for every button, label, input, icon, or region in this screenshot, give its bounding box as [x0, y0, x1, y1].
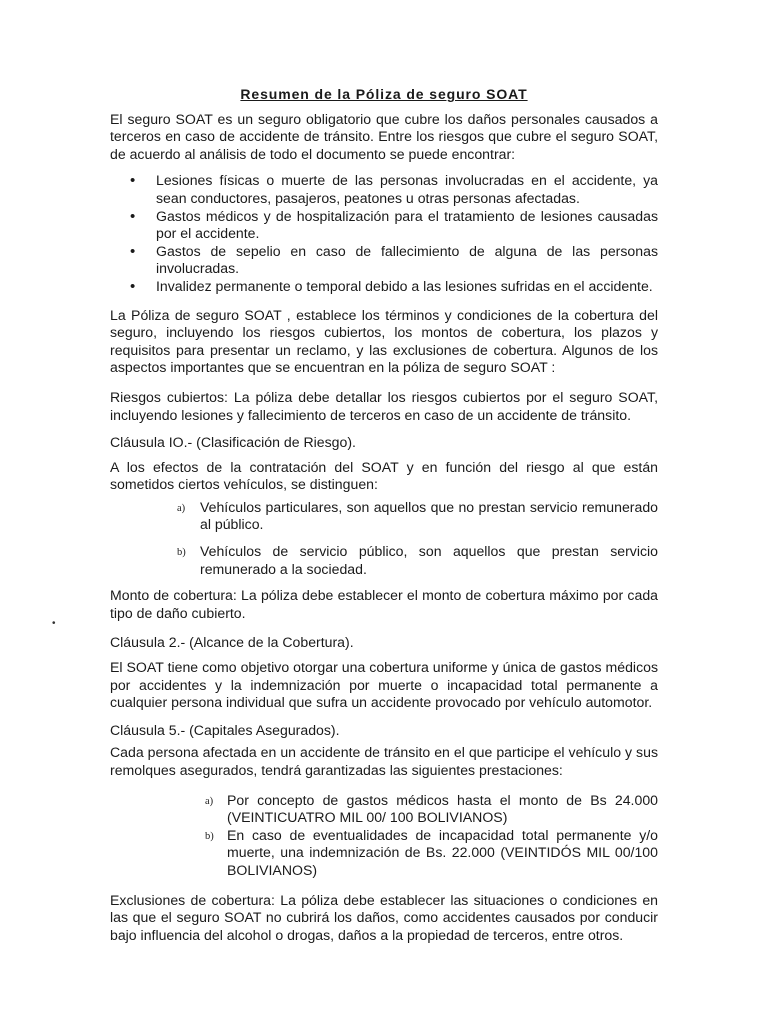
list-item-text: Gastos de sepelio en caso de fallecimiento de alguna de las personas involucradas. — [156, 242, 658, 277]
bullet-icon: • — [130, 277, 136, 295]
list-item-text: Vehículos particulares, son aquellos que no prestan servicio remunerado al público. — [200, 498, 658, 533]
list-item — [110, 278, 658, 296]
clause-1-text: A los efectos de la contratación del SOAT y en función del riesgo al que están sometidos ciertos vehículos, se distinguen: — [110, 458, 658, 493]
bullet-icon: • — [130, 242, 136, 260]
list-marker: a) — [205, 795, 214, 807]
list-item-text: Por concepto de gastos médicos hasta el monto de Bs 24.000 (VEINTICUATRO MIL 00/ 100 BOLIVIANOS) — [227, 791, 658, 826]
document-page — [110, 86, 658, 944]
list-marker: a) — [177, 502, 186, 514]
clause-5-heading: Cláusula 5.- (Capitales Asegurados). — [110, 721, 340, 738]
covered-risks-paragraph: Riesgos cubiertos: La póliza debe detallar los riesgos cubiertos por el seguro SOAT, incluyendo lesiones y fallecimiento de terceros en caso de un accidente de tránsito. — [110, 388, 658, 423]
clause-2-heading: Cláusula 2.- (Alcance de la Cobertura). — [110, 634, 354, 651]
bullet-icon: • — [130, 172, 136, 190]
clause-1-heading: Cláusula IO.- (Clasificación de Riesgo). — [110, 434, 356, 451]
intro-paragraph: El seguro SOAT es un seguro obligatorio que cubre los daños personales causados a terceros en caso de accidente de tránsito. Entre los riesgos que cubre el seguro SOAT, de acuerdo al análisis de todo el documento se puede encontrar: — [110, 110, 658, 162]
list-marker: b) — [205, 830, 214, 842]
clause-2-text: El SOAT tiene como objetivo otorgar una cobertura uniforme y única de gastos médicos por accidentes y la indemnización por muerte o incapacidad total permanente a cualquier persona individual que sufra un accidente provocado por vehículo automotor. — [110, 659, 658, 711]
insured-benefits-list — [110, 792, 658, 880]
list-item — [110, 172, 658, 207]
covered-risks-list — [110, 172, 658, 295]
policy-paragraph: La Póliza de seguro SOAT , establece los términos y condiciones de la cobertura del seguro, incluyendo los riesgos cubiertos, los montos de cobertura, los plazos y requisitos para presentar un reclamo, y las exclusiones de cobertura. Algunos de los aspectos importantes que se encuentran en la póliza de seguro SOAT : — [110, 306, 658, 376]
list-item — [110, 208, 658, 243]
list-item — [110, 243, 658, 278]
list-marker: b) — [177, 547, 186, 559]
coverage-amount-paragraph: Monto de cobertura: La póliza debe establecer el monto de cobertura máximo por cada tipo de daño cubierto. — [110, 587, 658, 621]
vehicle-class-list — [110, 499, 658, 578]
list-item-text: Vehículos de servicio público, son aquellos que prestan servicio remunerado a la sociedad. — [200, 543, 658, 577]
list-item-text: Gastos médicos y de hospitalización para el tratamiento de lesiones causadas por el accidente. — [156, 207, 658, 242]
list-item-text: En caso de eventualidades de incapacidad total permanente y/o muerte, una indemnización de Bs. 22.000 (VEINTIDÓS MIL 00/100 BOLIVIANOS) — [227, 826, 658, 878]
list-item — [110, 827, 658, 880]
list-item-text: Lesiones físicas o muerte de las personas involucradas en el accidente, ya sean conductores, pasajeros, peatones u otras personas afectadas. — [156, 172, 658, 206]
clause-5-text: Cada persona afectada en un accidente de tránsito en el que participe el vehículo y sus remolques asegurados, tendrá garantizadas las siguientes prestaciones: — [110, 744, 658, 778]
exclusions-paragraph: Exclusiones de cobertura: La póliza debe establecer las situaciones o condiciones en las que el seguro SOAT no cubrirá los daños, como accidentes causados por conducir bajo influencia del alcohol o drogas, daños a la propiedad de terceros, entre otros. — [110, 891, 658, 943]
stray-dot-mark: • — [52, 618, 56, 629]
list-item — [110, 499, 658, 534]
bullet-icon: • — [130, 207, 136, 225]
document-title: Resumen de la Póliza de seguro SOAT — [240, 86, 528, 102]
list-item — [110, 543, 658, 578]
list-item — [110, 792, 658, 827]
list-item-text: Invalidez permanente o temporal debido a las lesiones sufridas en el accidente. — [156, 277, 653, 294]
